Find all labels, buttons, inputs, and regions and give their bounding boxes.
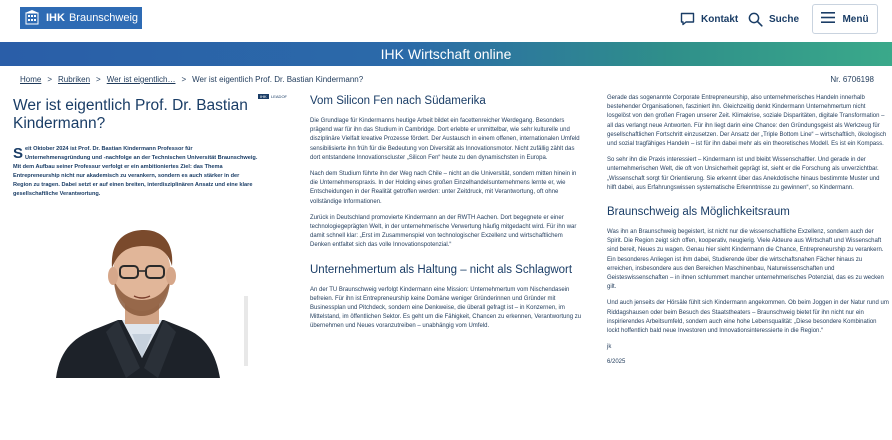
breadcrumb-series[interactable]: Wer ist eigentlich… (106, 75, 176, 84)
search-button[interactable] (748, 10, 799, 28)
paragraph: Die Grundlage für Kindermanns heutige Arbeit bildet ein facettenreicher Werdegang. Besonders prägend war für ihn das Studium in Cambridge. Dort erlebte er unmittelbar, wie sehr kulturelle und disziplinäre Vielfalt kreative Prozesse fördert. Der Austausch in einem offenen, internationalen Umfeld sensibilisierte ihn früh für die Bedeutung von Diversität als Innovationsmotor. Nicht zufällig zählt das dort entstandene Innovationscluster „Silicon Fen“ heute zu den dynamischsten in Europa. (310, 118, 580, 161)
paragraph: So sehr ihn die Praxis interessiert – Kindermann ist und bleibt Wissenschaftler. Und gerade in der unternehmerischen Welt, die oft von Unsicherheit geprägt ist, sieht er die Forschung als unverzichtbar. „Wissenschaft sorgt für Orientierung. Sie erkennt über das Anekdotische hinaus bestimmte Muster und hilft dabei, aus Erfahrungswissen systematische Erkenntnisse zu gewinnen“, so Kindermann. (607, 157, 880, 191)
breadcrumb-current: Wer ist eigentlich Prof. Dr. Bastian Kindermann? (192, 75, 364, 84)
article-column-2 (310, 94, 582, 332)
kontakt-label: Kontakt (701, 13, 739, 25)
section-heading-silicon-fen: Vom Silicon Fen nach Südamerika (310, 95, 486, 107)
menu-label: Menü (842, 13, 869, 25)
article-title: Wer ist eigentlich Prof. Dr. Bastian Kindermann? (13, 97, 248, 132)
breadcrumb-separator: > (47, 75, 53, 84)
chat-icon (680, 12, 695, 26)
kontakt-button[interactable] (680, 10, 738, 28)
portrait-photo (14, 208, 254, 378)
paragraph: Gerade das sogenannte Corporate Entrepreneurship, also unternehmerisches Handeln innerhalb bestehender Organisationen, fasziniert ihn. Gleichzeitig denkt Kindermann Unternehmertum nicht losgelöst von den großen Fragen unserer Zeit. Klimakrise, soziale Disparitäten, digitale Transformation – all das verlangt neue Antworten. Für ihn liegt darin eine Chance: den Gründungsgeist als Werkzeug für gesellschaftlichen Fortschritt einzusetzen. Der Ansatz der „Triple Bottom Line“ – wirtschaftlich, ökologisch und sozial tragfähiges Handeln – ist für ihn dabei mehr als ein theoretisches Modell. Es ist ein Kompass. (607, 95, 887, 148)
breadcrumb-separator: > (96, 75, 101, 84)
logo-city-text: Braunschweig (67, 7, 142, 29)
paragraph: An der TU Braunschweig verfolgt Kindermann eine Mission: Unternehmertum vom Nischendasein befreien. Für ihn ist Entrepreneurship keine Domäne weniger Gründerinnen und Gründer mit Businessplan und Pitchdeck, sondern eine Denkweise, die überall gefragt ist – in Konzernen, im Mittelstand, im öffentlichen Sektor. Es geht um die Fähigkeit, Chancen zu erkennen, Verantwortung zu übernehmen und Neues voranzutreiben – unabhängig vom Umfeld. (310, 286, 582, 330)
section-heading-unternehmertum: Unternehmertum als Haltung – nicht als Schlagwort (310, 263, 573, 276)
hamburger-icon (821, 12, 835, 26)
article-column-3 (607, 94, 889, 368)
section-heading-braunschweig: Braunschweig als Möglichkeitsraum (607, 206, 790, 219)
ihk-logo[interactable] (20, 7, 142, 29)
breadcrumb-separator: > (181, 75, 187, 84)
breadcrumb-home[interactable]: Home (20, 75, 42, 84)
document-number: Nr. 6706198 (830, 75, 874, 84)
article-lead (13, 145, 258, 199)
paragraph: Zurück in Deutschland promovierte Kindermann an der RWTH Aachen. Dort begegnete er einer technologiegeprägten Welt, in der unternehmerische Verwertung häufig mitgedacht wird. Für ihn war damit schnell klar: „Erst im Zusammenspiel von technologischer Exzellenz und wirtschaftlichem Denken entfaltet sich das volle Innovationspotenzial.“ (310, 214, 577, 249)
site-header (0, 0, 892, 42)
menu-button[interactable] (812, 4, 878, 34)
search-icon (748, 12, 763, 27)
leadof-badge-label: LEADOF (271, 94, 288, 99)
paragraph: Nach dem Studium führte ihn der Weg nach Chile – nicht an die Universität, sondern mitten hinein in die Unternehmenspraxis. In der Holding eines großen Einzelhandelsunternehmens lernte er, wie Entscheidungen in der Realität getroffen werden: unter Zeitdruck, mit Verantwortung, oft ohne vollständige Informationen. (310, 171, 577, 205)
paragraph: Und auch jenseits der Hörsäle fühlt sich Kindermann angekommen. Ob beim Joggen in der Natur rund um Riddagshausen oder beim Besuch des Staatstheaters – Braunschweig bietet für ihn nicht nur ein inspirierendes Arbeitsumfeld, sondern auch eine hohe Lebensqualität: „Diese besondere Kombination lockt hoffentlich bald neue Investoren und Innovationsinteressierte in die Region.“ (607, 300, 889, 335)
leadof-badge: IHK (260, 94, 267, 99)
breadcrumb (20, 75, 363, 84)
issue-date: 6/2025 (607, 359, 626, 366)
banner-title[interactable]: IHK Wirtschaft online (380, 46, 512, 62)
lead-text: eit Oktober 2024 ist Prof. Dr. Bastian Kindermann Professor für Unternehmensgründung und -nachfolge an der Technischen Universität Braunschweig. Mit dem Aufbau seiner Professur verfolgt er ein ambitioniertes Ziel: das Thema Entrepreneurship nicht nur akademisch zu verankern, sondern es auch stärker in der Region zu tragen. Dabei setzt er auf einen breiten, interdisziplinären Ansatz und eine klare gesellschaftliche Verantwortung. (13, 146, 258, 197)
search-label: Suche (769, 13, 800, 25)
lead-dropcap: S (13, 145, 24, 162)
breadcrumb-rubriken[interactable]: Rubriken (58, 75, 91, 84)
logo-ihk-text: IHK (44, 7, 67, 29)
author-initials: jk (607, 344, 612, 351)
paragraph: Was ihn an Braunschweig begeistert, ist nicht nur die wissenschaftliche Exzellenz, sondern auch der Spirit. Die Region zeigt sich offen, kooperativ, neugierig. Viele Akteure aus Wirtschaft und Wissenschaft sind bereit, Neues zu wagen. Genau hier sieht Kindermann die Chance, Entrepreneurship zu verankern. Ein besonderes Anliegen ist ihm dabei, Studierende über die wirtschaftsnahen Fächer hinaus zu erreichen, insbesondere aus den Bereichen Maschinenbau, Naturwissenschaften und Geisteswissenschaften – in ihnen schlummert mancher unternehmerisches Potenzial, das es zu wecken gilt. (607, 229, 884, 291)
section-banner (0, 42, 892, 66)
ihk-logo-icon (20, 7, 44, 29)
